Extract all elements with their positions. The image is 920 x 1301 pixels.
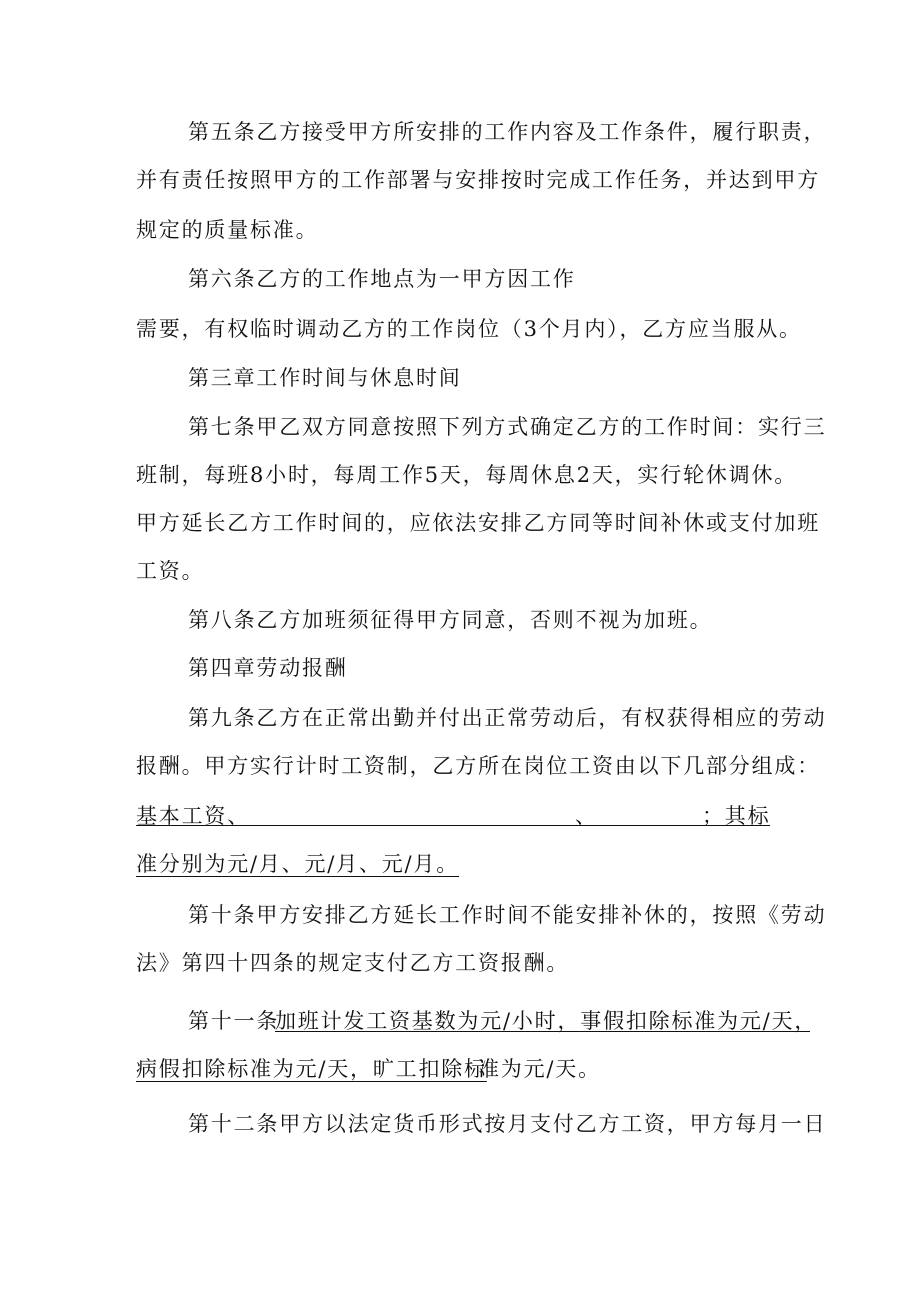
article-7-line-1: 第七条甲乙双方同意按照下列方式确定乙方的工作时间：实行三 [188,415,827,439]
article-10-line-1: 第十条甲方安排乙方延长工作时间不能安排补休的，按照《劳动 [188,903,827,927]
article-9-wage-standards: 准分别为元/月、元/月、元/月。 [136,852,460,876]
article-10-line-2: 法》第四十四条的规定支付乙方工资报酬。 [136,951,570,975]
article-6-line-1: 第六条乙方的工作地点为一甲方因工作 [188,267,576,291]
article-9-wage-components-part-3: ；其标 [702,804,771,828]
article-7-line-2: 班制，每班8小时，每周工作5天，每周休息2天，实行轮休调休。 [136,463,798,487]
article-11-label: 第十一条 [188,1009,280,1033]
article-11-line-2-underlined: 病假扣除标准为元/天，旷工扣除标 [136,1057,487,1081]
article-5-line-1: 第五条乙方接受甲方所安排的工作内容及工作条件，履行职责， [188,120,827,144]
article-9-wage-components-part-1: 基本工资、 [136,804,250,828]
article-9-line-1: 第九条乙方在正常出勤并付出正常劳动后，有权获得相应的劳动 [188,706,827,730]
article-9-line-2: 报酬。甲方实行计时工资制，乙方所在岗位工资由以下几部分组成： [136,754,820,778]
article-9-wage-components-part-2: 、 [575,804,598,828]
article-7-line-4: 工资。 [136,559,205,583]
article-8-line: 第八条乙方加班须征得甲方同意，否则不视为加班。 [188,608,713,632]
wage-components-underline [136,825,770,826]
article-12-line-1: 第十二条甲方以法定货币形式按月支付乙方工资，甲方每月一日 [188,1112,827,1136]
article-6-line-2: 需要，有权临时调动乙方的工作岗位（3个月内），乙方应当服从。 [136,317,802,341]
article-5-line-3: 规定的质量标准。 [136,218,319,242]
chapter-4-heading: 第四章劳动报酬 [188,656,348,680]
article-7-line-3: 甲方延长乙方工作时间的，应依法安排乙方同等时间补休或支付加班 [136,511,820,535]
chapter-3-heading: 第三章工作时间与休息时间 [188,366,462,390]
article-11-line-2-rest: 准为元/天。 [478,1057,601,1081]
article-11-line-1: 加班计发工资基数为元/小时，事假扣除标准为元/天， [275,1009,818,1033]
article-11-line-1-underline [275,1031,810,1032]
article-5-line-2: 并有责任按照甲方的工作部署与安排按时完成工作任务，并达到甲方 [136,168,820,192]
